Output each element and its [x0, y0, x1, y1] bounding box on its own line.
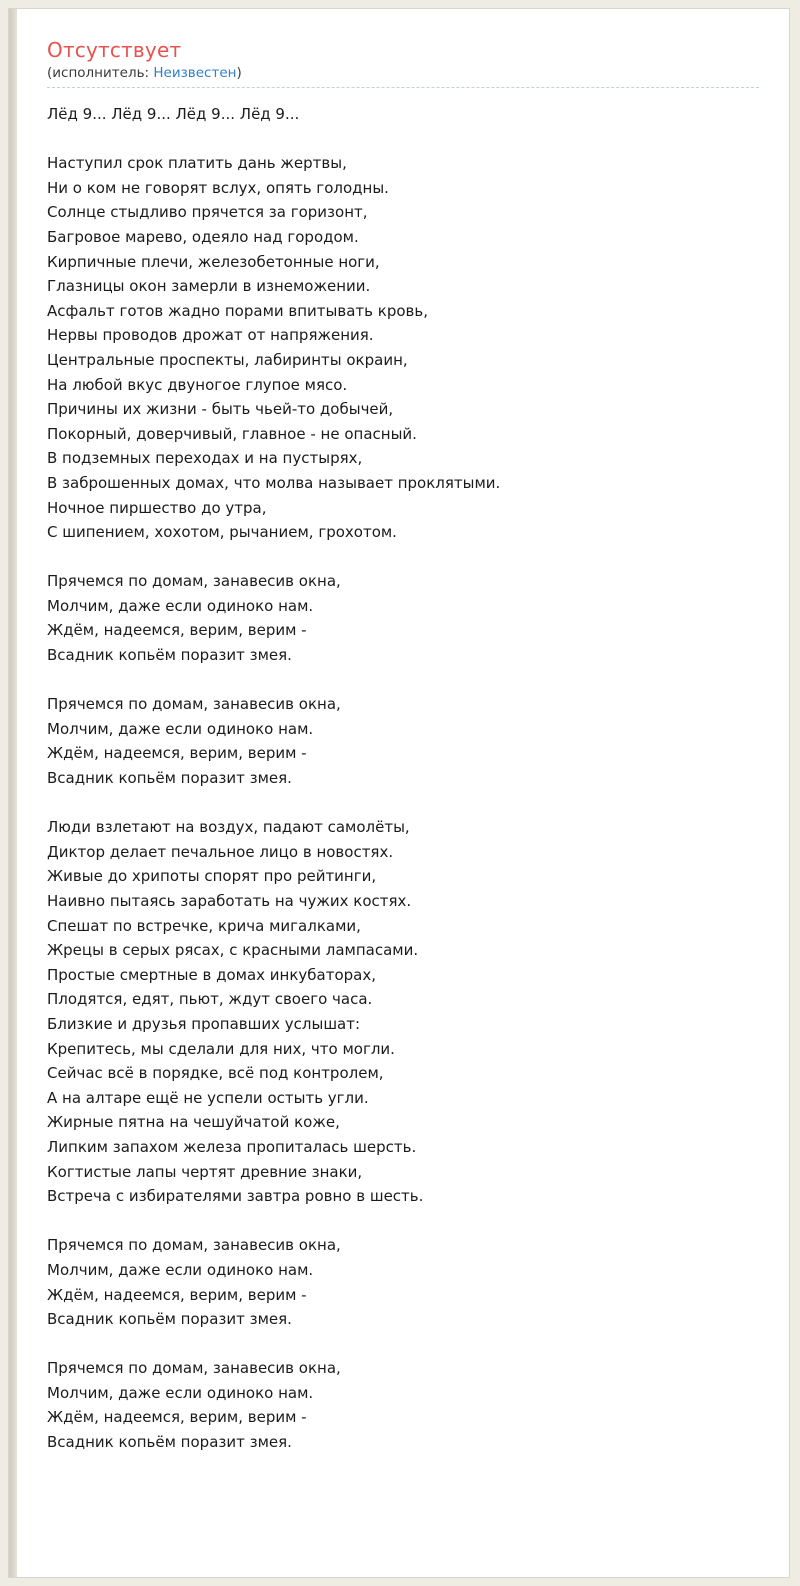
lyrics-line: В подземных переходах и на пустырях, — [47, 449, 363, 468]
lyrics-line: Когтистые лапы чертят древние знаки, — [47, 1162, 363, 1181]
lyrics-line: Ждём, надеемся, верим, верим - — [47, 1408, 307, 1427]
lyrics-line: Спешат по встречке, крича мигалками, — [47, 916, 361, 935]
lyrics-line: Живые до хрипоты спорят про рейтинги, — [47, 867, 377, 886]
lyrics-body — [47, 102, 759, 1455]
lyrics-line: Люди взлетают на воздух, падают самолёты, — [47, 818, 410, 837]
lyrics-line: Наступил срок платить дань жертвы, — [47, 154, 347, 173]
lyrics-line: Всадник копьём поразит змея. — [47, 1310, 292, 1329]
artist-link[interactable]: Неизвестен — [153, 65, 237, 81]
lyrics-line: Прячемся по домам, занавесив окна, — [47, 695, 341, 714]
lyrics-line: Всадник копьём поразит змея. — [47, 1433, 292, 1452]
lyrics-stanza — [47, 815, 759, 1209]
lyrics-line: Центральные проспекты, лабиринты окраин, — [47, 350, 408, 369]
lyrics-line: Прячемся по домам, занавесив окна, — [47, 572, 341, 591]
lyrics-line: Встреча с избирателями завтра ровно в шесть. — [47, 1187, 424, 1206]
lyrics-line: Простые смертные в домах инкубаторах, — [47, 965, 377, 984]
lyrics-line: Сейчас всё в порядке, всё под контролем, — [47, 1064, 384, 1083]
lyrics-line: Багровое марево, одеяло над городом. — [47, 227, 359, 246]
lyrics-line: Глазницы окон замерли в изнеможении. — [47, 277, 371, 296]
lyrics-line: Прячемся по домам, занавесив окна, — [47, 1359, 341, 1378]
lyrics-line: Всадник копьём поразит змея. — [47, 769, 292, 788]
lyrics-line: Близкие и друзья пропавших услышат: — [47, 1014, 361, 1033]
lyrics-stanza — [47, 1233, 759, 1331]
header-divider — [47, 87, 759, 88]
lyrics-stanza — [47, 1356, 759, 1454]
artist-prefix-label: (исполнитель: — [47, 65, 154, 81]
lyrics-line: Ждём, надеемся, верим, верим - — [47, 1285, 307, 1304]
lyrics-line: С шипением, хохотом, рычанием, грохотом. — [47, 523, 397, 542]
lyrics-stanza — [47, 151, 759, 545]
lyrics-line: Липким запахом железа пропиталась шерсть. — [47, 1137, 417, 1156]
lyrics-line: Молчим, даже если одиноко нам. — [47, 719, 314, 738]
lyrics-line: Лёд 9... Лёд 9... Лёд 9... Лёд 9... — [47, 105, 300, 123]
lyrics-line: Крепитесь, мы сделали для них, что могли. — [47, 1039, 395, 1058]
lyrics-line: Наивно пытаясь заработать на чужих костях. — [47, 892, 412, 910]
lyrics-line: Покорный, доверчивый, главное - не опасный. — [47, 424, 417, 443]
page-title: Отсутствует — [47, 38, 182, 62]
lyrics-line: Жрецы в серых рясах, с красными лампасами. — [47, 941, 419, 960]
lyrics-line: Кирпичные плечи, железобетонные ноги, — [47, 252, 380, 271]
lyrics-line: Ждём, надеемся, верим, верим - — [47, 744, 307, 763]
artist-suffix-label: ) — [236, 65, 242, 81]
lyrics-line: Ни о ком не говорят вслух, опять голодны. — [47, 178, 389, 197]
page-left-edge-decoration — [9, 9, 17, 1577]
lyrics-line: Ждём, надеемся, верим, верим - — [47, 621, 307, 640]
lyrics-line: В заброшенных домах, что молва называет проклятыми. — [47, 473, 501, 492]
lyrics-line: На любой вкус двуногое глупое мясо. — [47, 375, 348, 394]
lyrics-line: Солнце стыдливо прячется за горизонт, — [47, 203, 368, 222]
lyrics-sheet — [8, 8, 790, 1578]
lyrics-stanza — [47, 692, 759, 790]
lyrics-stanza — [47, 102, 759, 127]
lyrics-line: Ночное пиршество до утра, — [47, 498, 267, 517]
lyrics-stanza — [47, 569, 759, 667]
lyrics-line: Молчим, даже если одиноко нам. — [47, 1260, 314, 1279]
lyrics-line: Нервы проводов дрожат от напряжения. — [47, 326, 374, 345]
lyrics-line: А на алтаре ещё не успели остыть угли. — [47, 1088, 369, 1107]
lyrics-line: Плодятся, едят, пьют, ждут своего часа. — [47, 990, 373, 1009]
lyrics-line: Молчим, даже если одиноко нам. — [47, 1383, 314, 1402]
lyrics-line: Молчим, даже если одиноко нам. — [47, 596, 314, 615]
lyrics-line: Жирные пятна на чешуйчатой коже, — [47, 1113, 340, 1132]
lyrics-line: Асфальт готов жадно порами впитывать кровь, — [47, 301, 428, 320]
lyrics-line: Всадник копьём поразит змея. — [47, 646, 292, 665]
artist-line — [47, 65, 759, 81]
lyrics-line: Прячемся по домам, занавесив окна, — [47, 1236, 341, 1255]
lyrics-line: Причины их жизни - быть чьей-то добычей, — [47, 400, 394, 419]
lyrics-line: Диктор делает печальное лицо в новостях. — [47, 842, 394, 861]
